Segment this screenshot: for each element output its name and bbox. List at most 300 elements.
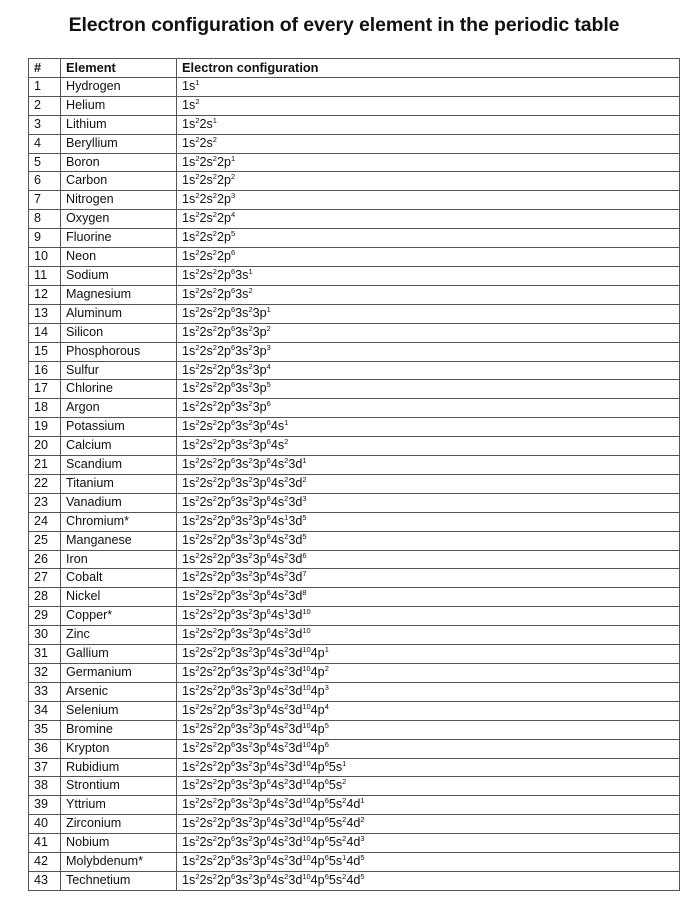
orbital: 1s [182, 608, 196, 623]
element-number: 30 [29, 626, 61, 645]
electron-count: 2 [195, 626, 200, 636]
electron-count: 2 [195, 456, 200, 466]
electron-count: 2 [195, 607, 200, 617]
table-row [29, 739, 680, 758]
orbital: 3s [235, 683, 249, 698]
orbital: 1s [182, 835, 196, 850]
electron-count: 10 [302, 607, 311, 617]
electron-count: 6 [266, 853, 271, 863]
electron-count: 2 [212, 853, 217, 863]
electron-count: 2 [212, 607, 217, 617]
electron-count: 2 [360, 815, 365, 825]
electron-configuration [177, 834, 680, 853]
orbital: 4s [270, 475, 285, 490]
electron-count: 2 [195, 96, 200, 106]
electron-configuration [177, 512, 680, 531]
element-name: Germanium [61, 664, 177, 683]
electron-configuration [177, 285, 680, 304]
electron-count: 3 [324, 682, 329, 692]
table-row [29, 664, 680, 683]
electron-count: 2 [195, 229, 200, 239]
element-number: 40 [29, 815, 61, 834]
element-number: 25 [29, 531, 61, 550]
electron-count: 2 [284, 569, 289, 579]
orbital: 3d [288, 797, 303, 812]
orbital: 2p [216, 627, 231, 642]
electron-count: 1 [266, 304, 271, 314]
table-row [29, 815, 680, 834]
electron-configuration [177, 266, 680, 285]
element-number: 36 [29, 739, 61, 758]
orbital: 4p [310, 683, 325, 698]
orbital: 3d [288, 835, 303, 850]
electron-count: 2 [195, 191, 200, 201]
orbital: 3p [252, 343, 267, 358]
orbital: 2s [199, 305, 213, 320]
electron-count: 2 [284, 682, 289, 692]
orbital: 1s [182, 702, 196, 717]
orbital: 2s [199, 608, 213, 623]
electron-count: 2 [212, 871, 217, 881]
electron-count: 2 [212, 682, 217, 692]
orbital: 4d [346, 816, 361, 831]
orbital: 3s [235, 513, 249, 528]
electron-count: 6 [266, 588, 271, 598]
electron-count: 2 [248, 437, 253, 447]
element-name: Bromine [61, 720, 177, 739]
orbital: 3d [288, 759, 303, 774]
orbital: 2s [199, 551, 213, 566]
electron-count: 1 [248, 266, 253, 276]
orbital: 2p [216, 665, 231, 679]
orbital: 1s [182, 740, 196, 755]
electron-configuration [177, 758, 680, 777]
electron-count: 2 [195, 853, 200, 863]
orbital: 3d [288, 646, 303, 661]
electron-count: 2 [212, 153, 217, 163]
element-name: Hydrogen [61, 77, 177, 96]
orbital: 3s [235, 343, 249, 358]
orbital: 3d [288, 570, 303, 585]
electron-count: 2 [195, 380, 200, 390]
element-number: 31 [29, 645, 61, 664]
orbital: 4s [270, 646, 285, 661]
orbital: 2p [216, 854, 231, 869]
orbital: 2s [199, 362, 213, 377]
electron-configuration [177, 229, 680, 248]
element-name: Beryllium [61, 134, 177, 153]
electron-count: 2 [248, 853, 253, 863]
orbital: 2p [216, 362, 231, 377]
table-row [29, 229, 680, 248]
electron-count: 2 [195, 285, 200, 295]
electron-count: 10 [302, 834, 311, 844]
element-number: 27 [29, 569, 61, 588]
orbital: 1s [182, 324, 196, 339]
electron-configuration [177, 531, 680, 550]
element-name: Gallium [61, 645, 177, 664]
element-name: Lithium [61, 115, 177, 134]
electron-count: 10 [302, 682, 311, 692]
electron-count: 1 [342, 758, 347, 768]
electron-count: 2 [195, 834, 200, 844]
orbital: 2s [199, 646, 213, 661]
orbital: 3s [235, 721, 249, 736]
table-row [29, 645, 680, 664]
electron-count: 2 [248, 626, 253, 636]
orbital: 1s [182, 438, 196, 453]
orbital: 2p [216, 759, 231, 774]
orbital: 2p [216, 211, 231, 226]
orbital: 2s [199, 589, 213, 604]
electron-count: 6 [266, 550, 271, 560]
electron-configuration [177, 588, 680, 607]
electron-count: 6 [266, 664, 271, 673]
electron-count: 2 [195, 437, 200, 447]
orbital: 2s [199, 457, 213, 472]
orbital: 5s [328, 778, 343, 793]
element-number: 41 [29, 834, 61, 853]
orbital: 1s [182, 97, 196, 112]
electron-count: 6 [266, 796, 271, 806]
electron-configuration [177, 739, 680, 758]
element-name: Magnesium [61, 285, 177, 304]
electron-count: 2 [195, 664, 200, 673]
electron-count: 2 [342, 834, 347, 844]
electron-count: 2 [342, 871, 347, 881]
electron-count: 6 [230, 871, 236, 881]
orbital: 2s [199, 400, 213, 415]
orbital: 4s [270, 494, 285, 509]
orbital: 3p [252, 627, 267, 642]
orbital: 3d [288, 665, 303, 679]
electron-count: 10 [302, 871, 311, 881]
orbital: 1s [182, 78, 196, 93]
table-row [29, 777, 680, 796]
electron-count: 6 [266, 512, 271, 522]
table-row [29, 361, 680, 380]
element-number: 38 [29, 777, 61, 796]
electron-configuration [177, 550, 680, 569]
orbital: 1s [182, 192, 196, 207]
orbital: 3p [252, 324, 267, 339]
orbital: 2p [216, 249, 231, 264]
orbital: 2s [199, 683, 213, 698]
orbital: 3p [252, 457, 267, 472]
electron-count: 4 [230, 210, 236, 220]
electron-count: 2 [195, 418, 200, 428]
electron-count: 2 [212, 172, 217, 182]
orbital: 2s [199, 854, 213, 869]
orbital: 3s [235, 627, 249, 642]
orbital: 1s [182, 589, 196, 604]
orbital: 3p [252, 438, 267, 453]
electron-count: 2 [195, 569, 200, 579]
orbital: 2p [216, 457, 231, 472]
element-name: Chlorine [61, 380, 177, 399]
electron-count: 6 [230, 248, 236, 258]
electron-count: 2 [195, 701, 200, 711]
table-row [29, 474, 680, 493]
element-name: Carbon [61, 172, 177, 191]
orbital: 4s [270, 570, 285, 585]
electron-configuration [177, 437, 680, 456]
electron-count: 2 [212, 399, 217, 409]
electron-count: 2 [248, 418, 253, 428]
electron-count: 6 [266, 701, 271, 711]
orbital: 3d [288, 513, 303, 528]
orbital: 2s [199, 797, 213, 812]
electron-count: 2 [284, 645, 289, 655]
orbital: 4p [310, 797, 325, 812]
orbital: 4s [270, 627, 285, 642]
element-number: 28 [29, 588, 61, 607]
orbital: 3s [235, 702, 249, 717]
orbital: 3d [288, 854, 303, 869]
element-name: Krypton [61, 739, 177, 758]
element-number: 20 [29, 437, 61, 456]
orbital: 3p [252, 702, 267, 717]
electron-configuration [177, 342, 680, 361]
table-row [29, 588, 680, 607]
orbital: 3d [288, 702, 303, 717]
orbital: 3s [235, 381, 249, 396]
orbital: 4s [270, 835, 285, 850]
electron-configuration [177, 777, 680, 796]
electron-count: 6 [230, 266, 236, 276]
orbital: 4s [270, 683, 285, 698]
orbital: 3d [288, 816, 303, 831]
orbital: 2p [216, 267, 231, 282]
orbital: 1s [182, 211, 196, 226]
electron-configuration [177, 796, 680, 815]
element-number: 1 [29, 77, 61, 96]
electron-count: 2 [302, 474, 307, 484]
orbital: 1s [182, 230, 196, 245]
electron-count: 10 [302, 739, 311, 749]
electron-count: 2 [284, 853, 289, 863]
table-row [29, 569, 680, 588]
electron-count: 2 [284, 493, 289, 503]
electron-configuration [177, 474, 680, 493]
electron-count: 6 [230, 682, 236, 692]
table-row [29, 115, 680, 134]
table-row [29, 871, 680, 890]
orbital: 3s [235, 324, 249, 339]
electron-configuration [177, 569, 680, 588]
electron-count: 5 [266, 380, 271, 390]
orbital: 4s [270, 759, 285, 774]
element-name: Zirconium [61, 815, 177, 834]
electron-count: 6 [324, 739, 329, 749]
electron-count: 2 [248, 588, 253, 598]
electron-count: 6 [324, 777, 329, 787]
electron-count: 1 [284, 512, 289, 522]
orbital: 4s [270, 551, 285, 566]
element-name: Copper* [61, 607, 177, 626]
electron-count: 2 [284, 701, 289, 711]
electron-count: 6 [266, 815, 271, 825]
orbital: 1s [182, 665, 196, 679]
electron-count: 2 [248, 285, 253, 295]
electron-count: 6 [266, 739, 271, 749]
electron-count: 2 [212, 323, 217, 333]
electron-count: 2 [248, 569, 253, 579]
orbital: 2s [199, 759, 213, 774]
electron-count: 6 [230, 739, 236, 749]
electron-count: 2 [284, 739, 289, 749]
orbital: 3s [235, 589, 249, 604]
orbital: 2p [216, 475, 231, 490]
orbital: 4p [310, 721, 325, 736]
electron-count: 6 [230, 285, 236, 295]
electron-count: 2 [212, 739, 217, 749]
table-row [29, 285, 680, 304]
electron-count: 6 [324, 815, 329, 825]
electron-configuration [177, 361, 680, 380]
electron-count: 6 [230, 531, 236, 541]
orbital: 2s [199, 721, 213, 736]
element-number: 43 [29, 871, 61, 890]
orbital: 3s [235, 267, 249, 282]
electron-configuration [177, 191, 680, 210]
orbital: 5s [328, 816, 343, 831]
element-name: Calcium [61, 437, 177, 456]
orbital: 3d [288, 627, 303, 642]
table-row [29, 191, 680, 210]
orbital: 4p [310, 816, 325, 831]
orbital: 1s [182, 778, 196, 793]
orbital: 2p [216, 608, 231, 623]
electron-count: 6 [266, 720, 271, 730]
electron-configuration [177, 456, 680, 475]
electron-count: 10 [302, 758, 311, 768]
electron-count: 2 [212, 361, 217, 371]
orbital: 3s [235, 778, 249, 793]
electron-count: 10 [302, 645, 311, 655]
electron-count: 5 [360, 871, 365, 881]
orbital: 2s [199, 230, 213, 245]
element-name: Selenium [61, 701, 177, 720]
element-name: Molybdenum* [61, 853, 177, 872]
orbital: 2s [199, 816, 213, 831]
electron-count: 6 [230, 626, 236, 636]
electron-count: 2 [324, 664, 329, 673]
orbital: 3p [252, 683, 267, 698]
electron-count: 6 [230, 645, 236, 655]
electron-count: 2 [195, 304, 200, 314]
table-row [29, 758, 680, 777]
orbital: 3p [252, 362, 267, 377]
electron-count: 6 [324, 796, 329, 806]
orbital: 2s [199, 116, 213, 131]
electron-count: 2 [248, 550, 253, 560]
electron-count: 2 [195, 682, 200, 692]
orbital: 1s [182, 570, 196, 585]
electron-configuration [177, 248, 680, 267]
table-row [29, 248, 680, 267]
electron-count: 10 [302, 777, 311, 787]
electron-count: 2 [212, 626, 217, 636]
electron-count: 2 [212, 512, 217, 522]
table-row [29, 342, 680, 361]
electron-count: 6 [266, 645, 271, 655]
orbital: 2p [216, 589, 231, 604]
element-number: 19 [29, 418, 61, 437]
electron-count: 6 [230, 399, 236, 409]
electron-count: 6 [266, 871, 271, 881]
orbital: 4s [270, 854, 285, 869]
electron-count: 2 [195, 399, 200, 409]
table-row [29, 399, 680, 418]
element-number: 21 [29, 456, 61, 475]
orbital: 3p [252, 740, 267, 755]
electron-count: 2 [212, 474, 217, 484]
electron-count: 2 [248, 664, 253, 673]
electron-count: 10 [302, 720, 311, 730]
orbital: 3s [235, 475, 249, 490]
electron-count: 2 [212, 342, 217, 352]
electron-count: 2 [284, 664, 289, 673]
orbital: 4p [310, 702, 325, 717]
orbital: 3d [288, 740, 303, 755]
orbital: 4p [310, 759, 325, 774]
electron-configuration [177, 153, 680, 172]
electron-count: 6 [230, 588, 236, 598]
element-name: Arsenic [61, 682, 177, 701]
electron-count: 2 [284, 815, 289, 825]
electron-count: 1 [360, 796, 365, 806]
electron-count: 2 [212, 777, 217, 787]
orbital: 4p [310, 740, 325, 755]
electron-count: 6 [230, 304, 236, 314]
element-name: Phosphorous [61, 342, 177, 361]
element-name: Technetium [61, 871, 177, 890]
element-name: Oxygen [61, 210, 177, 229]
electron-count: 2 [342, 777, 347, 787]
electron-count: 2 [284, 758, 289, 768]
page-title: Electron configuration of every element in the periodic table [68, 14, 620, 36]
table-row [29, 418, 680, 437]
orbital: 2p [216, 154, 231, 169]
electron-count: 6 [266, 418, 271, 428]
electron-count: 6 [230, 418, 236, 428]
orbital: 5s [328, 797, 343, 812]
electron-count: 4 [266, 361, 271, 371]
orbital: 2s [199, 702, 213, 717]
electron-configuration [177, 701, 680, 720]
table-row [29, 626, 680, 645]
electron-count: 1 [230, 153, 236, 163]
electron-count: 2 [195, 777, 200, 787]
orbital: 1s [182, 343, 196, 358]
orbital: 3s [235, 759, 249, 774]
electron-count: 2 [212, 418, 217, 428]
element-number: 13 [29, 304, 61, 323]
orbital: 3p [252, 475, 267, 490]
orbital: 3p [252, 721, 267, 736]
orbital: 3s [235, 608, 249, 623]
table-row [29, 607, 680, 626]
element-number: 16 [29, 361, 61, 380]
electron-count: 10 [302, 701, 311, 711]
electron-count: 5 [302, 531, 307, 541]
orbital: 2s [199, 324, 213, 339]
orbital: 2p [216, 551, 231, 566]
table-row [29, 96, 680, 115]
orbital: 3s [235, 286, 249, 301]
element-number: 4 [29, 134, 61, 153]
